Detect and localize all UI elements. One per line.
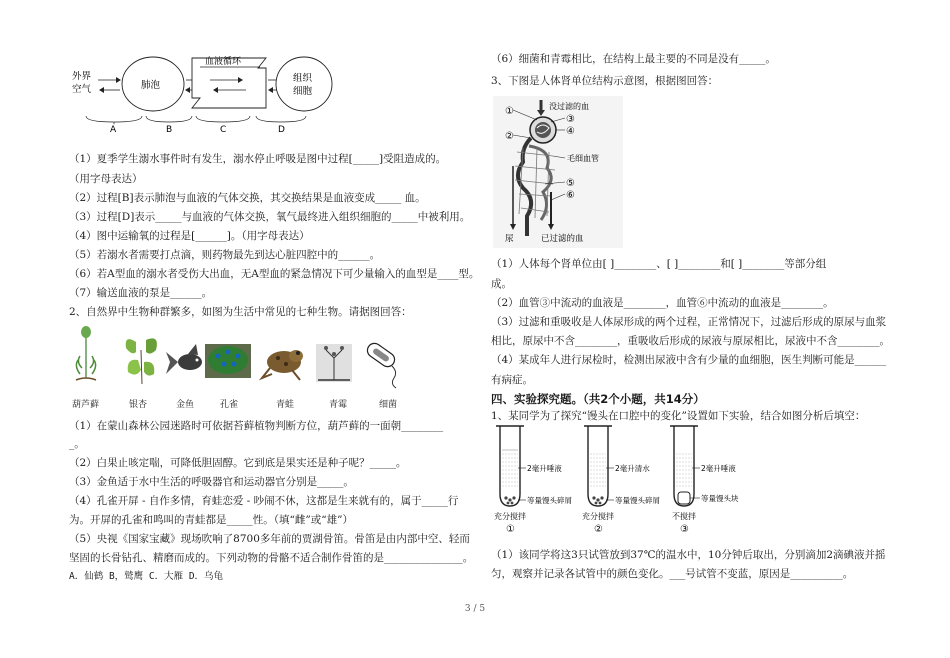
q3-line-2: 成。 xyxy=(491,278,512,290)
page-number: 3 / 5 xyxy=(464,604,486,614)
urine-label: 尿 xyxy=(505,234,514,244)
q2-line-2: _。 xyxy=(69,438,85,450)
letter-d: D xyxy=(278,125,285,135)
tube-2-solid: 等量馒头碎屑 xyxy=(615,496,660,505)
organism-label-ginkgo: 银杏 xyxy=(129,400,148,410)
tube-1-liquid: 2毫升唾液 xyxy=(527,464,562,473)
organisms-figure xyxy=(66,322,406,394)
frog-icon xyxy=(262,350,303,380)
organism-label-penicillium: 青霉 xyxy=(329,400,348,410)
exp-line-2: 匀，观察并记录各试管中的颜色变化。___号试管不变蓝，原因是__________。 xyxy=(491,568,854,580)
tube-3-liquid: 2毫升唾液 xyxy=(701,464,736,473)
peacock-icon xyxy=(205,344,251,378)
kidney-label-6: ⑥ xyxy=(566,190,575,201)
q3-line-1: （1）人体每个肾单位由[ ]________、[ ]________和[ ]________等部分组 xyxy=(491,258,827,270)
test-tube-3 xyxy=(670,426,700,506)
bacterium-icon xyxy=(365,341,398,388)
tube-3-number: ③ xyxy=(680,524,689,535)
test-tube-2 xyxy=(584,426,614,506)
tube-1-solid: 等量馒头碎屑 xyxy=(527,496,572,505)
q2-line-6: 为。开屏的孔雀和鸣叫的青蛙都是_____性。（填“雌”或“雄”） xyxy=(69,514,353,526)
q2-line-1: （1）在蒙山森林公园迷路时可依据苔藓植物判断方位，葫芦藓的一面朝________ xyxy=(69,420,444,432)
tube-2-action: 充分搅拌 xyxy=(582,512,614,521)
q2-title: 2、自然界中生物种群繁多，如图为生活中常见的七种生物。请据图回答： xyxy=(69,306,412,318)
capillary-label: 毛细血管 xyxy=(567,154,599,163)
q3-line-4: （3）过滤和重吸收是人体尿形成的两个过程，正常情况下，过滤后形成的原尿与血浆 xyxy=(491,316,887,328)
tube-3-action: 不搅拌 xyxy=(672,512,696,521)
letter-a: A xyxy=(110,125,117,135)
q3-line-6: （4）某成年人进行尿检时，检测出尿液中含有少量的血细胞，医生判断可能是______ xyxy=(491,354,887,366)
tissue-cell-label-2: 细胞 xyxy=(293,86,313,97)
unfiltered-blood-label: 没过滤的血 xyxy=(549,102,589,111)
q3-line-5: 相比，原尿中不含________，重吸收后形成的尿液与原尿相比，尿液中不含________。 xyxy=(491,335,890,347)
tube-1-action: 充分搅拌 xyxy=(494,512,526,521)
q1-line-2: （用字母表达） xyxy=(69,173,143,185)
q2-line-9: A．仙鹤 B，鹫鹰 C．大雁 D．乌龟 xyxy=(69,571,224,582)
tube-2-liquid: 2毫升清水 xyxy=(615,464,650,473)
outer-air-label-2: 空气 xyxy=(72,84,92,95)
tissue-cell-circle xyxy=(276,57,332,111)
outer-air-label-1: 外界 xyxy=(72,71,92,82)
q1-line-4: （3）过程[D]表示_____与血液的气体交换，氧气最终进入组织细胞的_____中被利用。 xyxy=(69,211,471,223)
q2-6-line: （6）细菌和青霉相比，在结构上最主要的不同是没有_____。 xyxy=(491,53,776,65)
goldfish-icon xyxy=(166,344,202,374)
ginkgo-icon xyxy=(126,338,157,384)
q3-title: 3、下图是人体肾单位结构示意图，根据图回答： xyxy=(491,75,719,87)
q2-line-8: 坚固的长骨钻孔、精磨而成的。下列动物的骨骼不适合制作骨笛的是_______________。 xyxy=(69,552,474,564)
tube-1-number: ① xyxy=(506,524,515,535)
tube-2-number: ② xyxy=(594,524,603,535)
q1-line-1: （1）夏季学生溺水事件时有发生，溺水停止呼吸是图中过程[_____]受阻造成的。 xyxy=(69,153,447,165)
kidney-label-1: ① xyxy=(505,106,514,117)
q3-line-7: 有病症。 xyxy=(491,374,533,386)
organism-label-peacock: 孔雀 xyxy=(220,400,239,410)
q1-line-5: （4）图中运输氧的过程是[______]。（用字母表达） xyxy=(69,230,310,242)
kidney-label-5: ⑤ xyxy=(566,178,575,189)
tissue-cell-label-1: 组织 xyxy=(293,73,313,84)
organism-label-moss: 葫芦藓 xyxy=(72,400,100,410)
test-tubes-figure xyxy=(492,424,742,536)
kidney-label-4: ④ xyxy=(566,126,575,137)
tube-3-solid: 等量馒头块 xyxy=(701,494,739,503)
moss-icon xyxy=(76,326,96,380)
q1-line-8: （7）输送血液的泵是______。 xyxy=(69,287,213,299)
nephron-diagram xyxy=(493,96,623,248)
organism-label-frog: 青蛙 xyxy=(276,400,295,410)
gas-exchange-diagram xyxy=(68,50,338,140)
alveoli-label: 肺泡 xyxy=(141,80,161,91)
exp-line-1: （1）该同学将这3只试管放到37℃的温水中，10分钟后取出，分别滴加2滴碘液并摇 xyxy=(491,549,886,561)
organism-label-goldfish: 金鱼 xyxy=(176,400,195,410)
q2-line-7: （5）央视《国家宝藏》现场吹响了8700多年前的贾湖骨笛。骨笛是由内部中空、轻而 xyxy=(69,533,470,545)
q2-line-5: （4）孔雀开屏 - 自作多情，育蛙恋爱 - 吵闹不休，这都是生来就有的，属于_____行 xyxy=(69,495,459,507)
blood-circulation-label: 血液循环 xyxy=(205,57,242,67)
experiment-title: 1、某同学为了探究“馒头在口腔中的变化”设置如下实验，结合如图分析后填空： xyxy=(491,410,866,422)
test-tube-1 xyxy=(496,426,526,506)
organism-label-bacterium: 细菌 xyxy=(379,400,398,410)
letter-b: B xyxy=(166,125,173,135)
letter-c: C xyxy=(220,125,227,135)
q1-line-3: （2）过程[B]表示肺泡与血液的气体交换，其交换结果是血液变成_____ 血。 xyxy=(69,192,426,204)
kidney-label-3: ③ xyxy=(566,114,575,125)
q2-line-4: （3）金鱼适于水中生活的呼吸器官和运动器官分别是_____。 xyxy=(69,476,354,488)
penicillium-icon xyxy=(316,344,352,382)
kidney-label-2: ② xyxy=(505,131,514,142)
filtered-blood-label: 已过滤的血 xyxy=(541,234,584,244)
section-4-title: 四、实验探究题。（共2个小题，共14分） xyxy=(491,392,705,406)
q2-line-3: （2）白果止咳定喘，可降低胆固醇。它到底是果实还是种子呢？_____。 xyxy=(69,457,407,469)
q1-line-7: （6）若A型血的溺水者受伤大出血，无A型血的紧急情况下可少量输入的血型是____型。 xyxy=(69,268,480,280)
q1-line-6: （5）若溺水者需要打点滴，则药物最先到达心脏四腔中的______。 xyxy=(69,249,381,261)
q3-line-3: （2）血管③中流动的血液是________，血管⑥中流动的血液是________。 xyxy=(491,297,834,309)
